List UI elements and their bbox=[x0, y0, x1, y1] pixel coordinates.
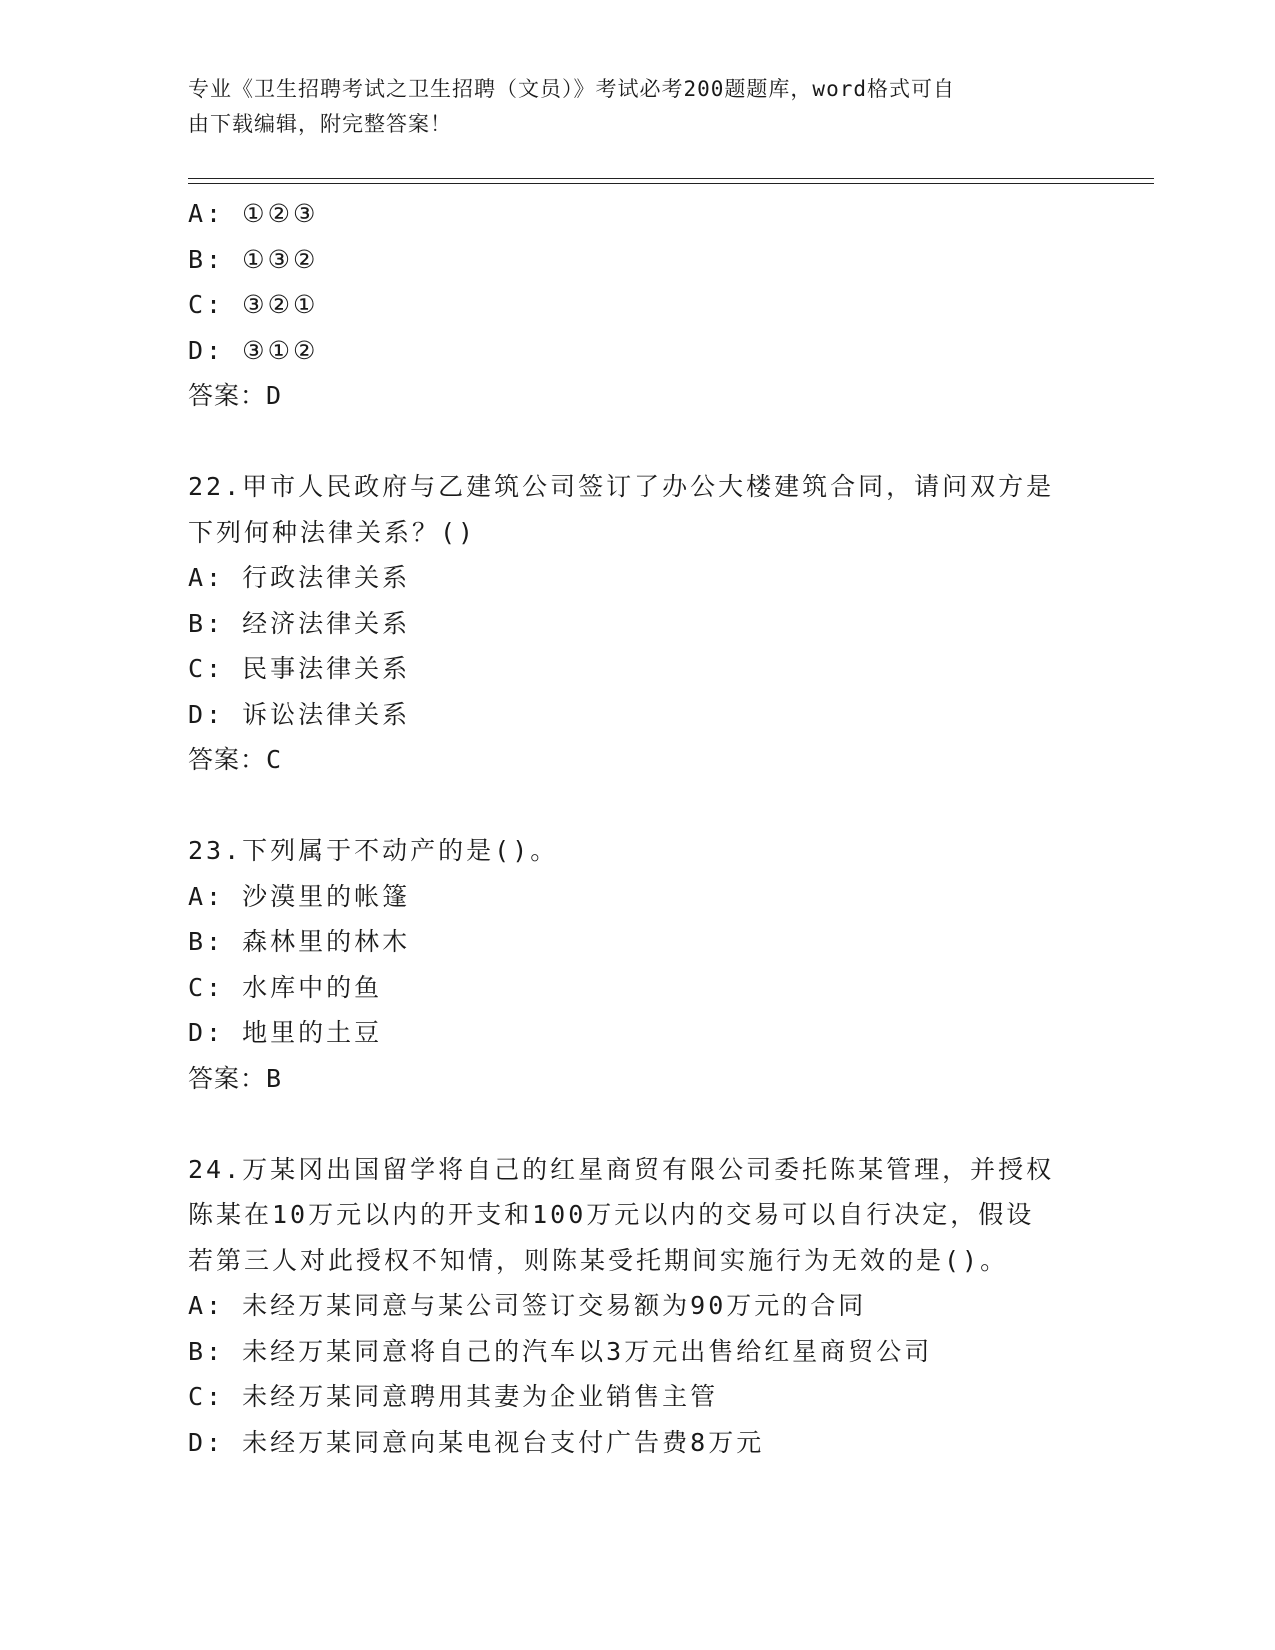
option-a: A: 行政法律关系 bbox=[188, 563, 411, 592]
option-c: C: 未经万某同意聘用其妻为企业销售主管 bbox=[188, 1382, 719, 1411]
question-content bbox=[188, 191, 1088, 1465]
question-stem: 23.下列属于不动产的是()。 bbox=[188, 836, 559, 865]
option-d: D: 未经万某同意向某电视台支付广告费8万元 bbox=[188, 1427, 765, 1457]
header-line-1: 专业《卫生招聘考试之卫生招聘（文员）》考试必考200题题库，word格式可自 bbox=[188, 77, 955, 101]
question-23 bbox=[188, 828, 1088, 1101]
option-d: D: 诉讼法律关系 bbox=[188, 699, 411, 729]
question-stem: 若第三人对此授权不知情，则陈某受托期间实施行为无效的是()。 bbox=[188, 1245, 1009, 1275]
option-a: A: 未经万某同意与某公司签订交易额为90万元的合同 bbox=[188, 1291, 867, 1320]
header-rule-bottom bbox=[188, 183, 1154, 184]
spacer bbox=[188, 783, 1088, 829]
option-b: B: 经济法律关系 bbox=[188, 608, 411, 638]
option-c: C: 水库中的鱼 bbox=[188, 972, 383, 1002]
answer: 答案：C bbox=[188, 745, 283, 774]
header-line-2: 由下载编辑，附完整答案！ bbox=[188, 112, 452, 136]
question-stem: 24.万某冈出国留学将自己的红星商贸有限公司委托陈某管理，并授权 bbox=[188, 1154, 1055, 1184]
option-b: B: 森林里的林木 bbox=[188, 927, 411, 956]
answer: 答案：D bbox=[188, 381, 283, 410]
option-a: A: 沙漠里的帐篷 bbox=[188, 881, 411, 911]
spacer bbox=[188, 419, 1088, 465]
question-stem: 陈某在10万元以内的开支和100万元以内的交易可以自行决定，假设 bbox=[188, 1200, 1035, 1229]
option-a: A: ①②③ bbox=[188, 199, 319, 228]
spacer bbox=[188, 1101, 1088, 1147]
option-d: D: ③①② bbox=[188, 335, 319, 365]
option-b: B: ①③② bbox=[188, 244, 319, 274]
option-c: C: ③②① bbox=[188, 290, 319, 319]
answer: 答案：B bbox=[188, 1063, 283, 1093]
question-22 bbox=[188, 464, 1088, 783]
question-stem: 22.甲市人民政府与乙建筑公司签订了办公大楼建筑合同，请问双方是 bbox=[188, 472, 1055, 501]
question-24 bbox=[188, 1147, 1088, 1466]
option-d: D: 地里的土豆 bbox=[188, 1018, 383, 1047]
question-stem: 下列何种法律关系？() bbox=[188, 517, 477, 547]
question-21 bbox=[188, 191, 1088, 419]
option-c: C: 民事法律关系 bbox=[188, 654, 411, 683]
header-rule-top bbox=[188, 178, 1154, 179]
option-b: B: 未经万某同意将自己的汽车以3万元出售给红星商贸公司 bbox=[188, 1336, 933, 1366]
page-header bbox=[188, 72, 1068, 142]
